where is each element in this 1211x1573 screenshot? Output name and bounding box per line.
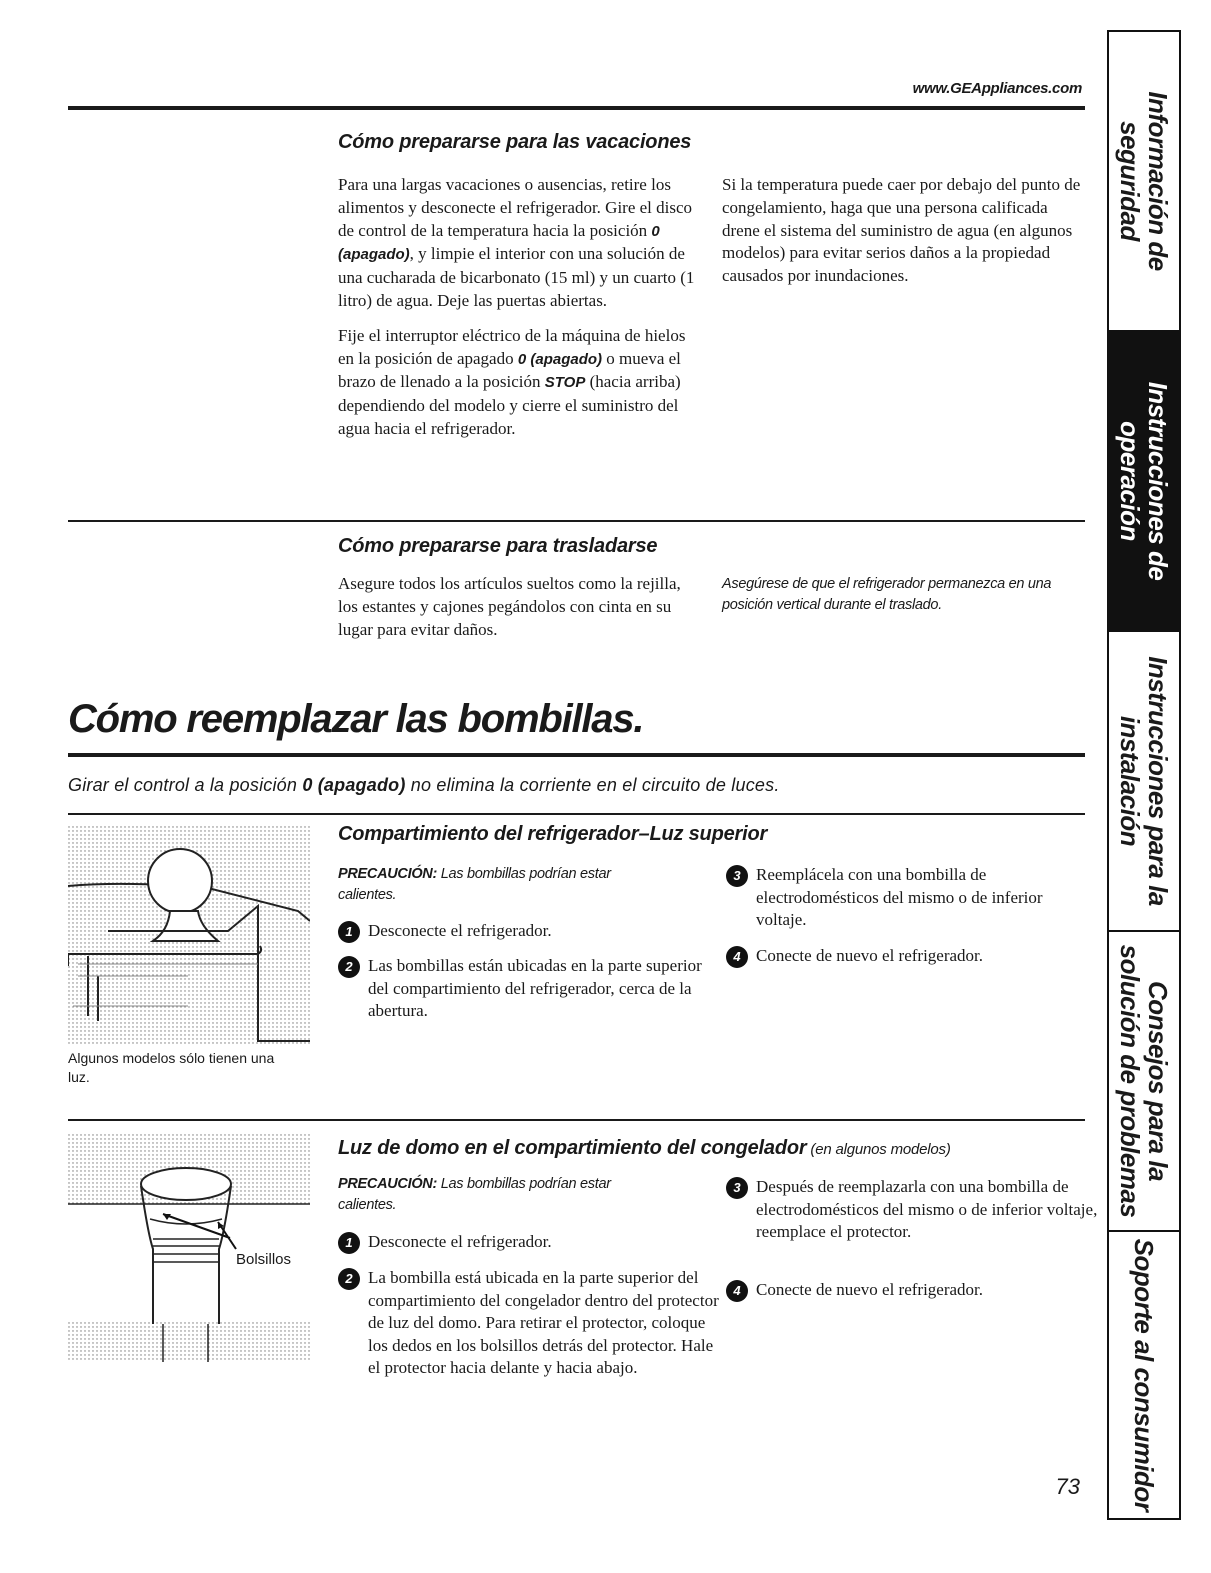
pockets-callout: Bolsillos bbox=[236, 1251, 292, 1268]
step-number-icon: 2 bbox=[338, 956, 360, 978]
bulbs-warning: Girar el control a la posición 0 (apagado) no elimina la corriente en el circuito de luces. bbox=[68, 775, 780, 795]
step-number-icon: 3 bbox=[726, 1177, 748, 1199]
step-number-icon: 1 bbox=[338, 1232, 360, 1254]
vacation-left-text bbox=[338, 174, 698, 453]
vacation-paragraph-1: Para una largas vacaciones o ausencias, retire los alimentos y desconecte el refrigerador. Gire el disco de control de la temperatura hacia la posición 0 (apagado), y limpie el interior con una solución de una cucharada de bicarbonato (15 ml) y un cuarto (1 litro) de agua. Deje las puertas abiertas. bbox=[338, 175, 695, 310]
moving-left-text: Asegure todos los artículos sueltos como la rejilla, los estantes y cajones pegándolos con cinta en su lugar para evitar daños. bbox=[338, 574, 681, 639]
freezer-title: Luz de domo en el compartimiento del congelador (en algunos modelos) bbox=[338, 1137, 951, 1159]
moving-rule bbox=[68, 520, 1085, 522]
step-number-icon: 4 bbox=[726, 1280, 748, 1302]
step-number-icon: 1 bbox=[338, 921, 360, 943]
tab-instalacion[interactable]: Instrucciones para la instalación bbox=[1109, 632, 1179, 932]
vacation-paragraph-2: Fije el interruptor eléctrico de la máquina de hielos en la posición de apagado 0 (apagado) o mueva el brazo de llenado a la posición STOP (hacia arriba) dependiendo del modelo y cierre el suministro del agua hacia el refrigerador. bbox=[338, 325, 686, 438]
fresh-step-4: 4 Conecte de nuevo el refrigerador. bbox=[726, 945, 1086, 968]
fresh-food-light-illustration bbox=[68, 826, 310, 1044]
section-tabs bbox=[1107, 30, 1181, 1520]
fresh-step-3: 3 Reemplácela con una bombilla de electrodomésticos del mismo o de inferior voltaje. bbox=[726, 864, 1086, 932]
fresh-rule bbox=[68, 813, 1085, 815]
step-number-icon: 3 bbox=[726, 865, 748, 887]
freezer-caution: PRECAUCIÓN: Las bombillas podrían estar calientes. bbox=[338, 1176, 611, 1213]
freezer-dome-light-illustration bbox=[68, 1134, 310, 1362]
top-rule bbox=[68, 106, 1085, 110]
tab-seguridad[interactable]: Información de seguridad bbox=[1109, 32, 1179, 332]
tab-soporte-al-consumidor[interactable]: Soporte al consumidor bbox=[1129, 1238, 1159, 1512]
step-number-icon: 2 bbox=[338, 1268, 360, 1290]
website-url: www.GEAppliances.com bbox=[912, 80, 1082, 97]
tab-operacion[interactable]: Instrucciones de operación bbox=[1109, 332, 1179, 632]
page-number: 73 bbox=[1055, 1474, 1080, 1499]
freezer-step-3: 3 Después de reemplazarla con una bombilla de electrodomésticos del mismo o de inferior voltaje, reemplace el protector. bbox=[726, 1176, 1108, 1244]
freezer-step-1: 1 Desconecte el refrigerador. bbox=[338, 1231, 728, 1254]
fresh-title: Compartimiento del refrigerador–Luz superior bbox=[338, 823, 768, 845]
fresh-illustration-caption: Algunos modelos sólo tienen una luz. bbox=[68, 1050, 275, 1085]
tab-solucion-de-problemas[interactable]: Consejos para la solución de problemas bbox=[1109, 932, 1179, 1232]
freezer-rule bbox=[68, 1119, 1085, 1121]
vacation-title: Cómo prepararse para las vacaciones bbox=[338, 131, 692, 153]
freezer-step-2: 2 La bombilla está ubicada en la parte superior del compartimiento del congelador dentro del protector de luz del domo. Para retirar el protector, coloque los dedos en los bolsillos detrás del protector. Hale el protector hacia delante y hacia abajo. bbox=[338, 1267, 728, 1380]
fresh-caution: PRECAUCIÓN: Las bombillas podrían estar calientes. bbox=[338, 866, 611, 903]
freezer-step-4: 4 Conecte de nuevo el refrigerador. bbox=[726, 1279, 1108, 1302]
moving-right-note: Asegúrese de que el refrigerador permanezca en una posición vertical durante el traslado. bbox=[722, 576, 1052, 613]
bulbs-heading-rule bbox=[68, 753, 1085, 757]
fresh-step-2: 2 Las bombillas están ubicadas en la parte superior del compartimiento del refrigerador, cerca de la abertura. bbox=[338, 955, 708, 1023]
fresh-step-1: 1 Desconecte el refrigerador. bbox=[338, 920, 708, 943]
step-number-icon: 4 bbox=[726, 946, 748, 968]
bulbs-heading: Cómo reemplazar las bombillas. bbox=[68, 697, 644, 741]
moving-title: Cómo prepararse para trasladarse bbox=[338, 535, 658, 557]
vacation-right-text: Si la temperatura puede caer por debajo del punto de congelamiento, haga que una persona calificada drene el sistema del suministro de agua (en algunos modelos) para evitar serios daños a la propiedad causados por inundaciones. bbox=[722, 175, 1081, 286]
